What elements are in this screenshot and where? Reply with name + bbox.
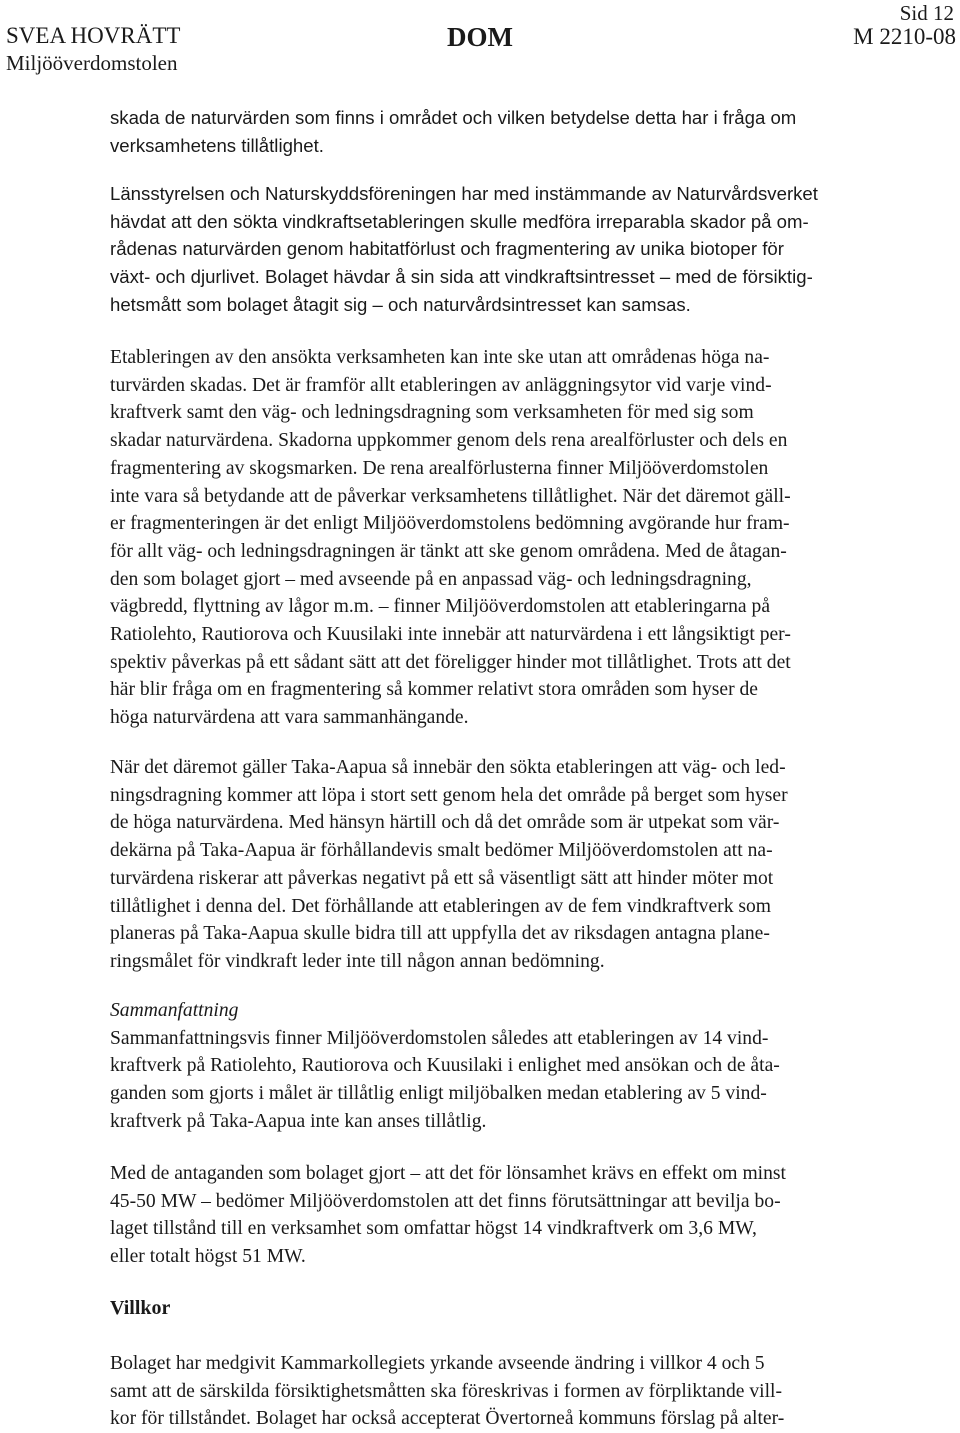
case-number: M 2210-08 xyxy=(853,24,956,49)
text-line: kor för tillståndet. Bolaget har också accepterat Övertorneå kommuns förslag på alter- xyxy=(110,1408,785,1430)
text-line: turvärdena riskerar att påverkas negativt på ett så väsentligt sätt att hinder möter mot xyxy=(110,867,774,889)
text-line: Bolaget har medgivit Kammarkollegiets yrkande avseende ändring i villkor 4 och 5 xyxy=(110,1353,765,1374)
text-line: den som bolaget gjort – med avseende på en anpassad väg- och ledningsdragning, xyxy=(110,568,752,590)
text-line: kraftverk samt den väg- och ledningsdragning som verksamheten för med sig som xyxy=(110,402,754,424)
conditions-section xyxy=(110,1295,170,1323)
text-line: inte vara så betydande att de påverkar verksamhetens tillåtlighet. När det däremot gäll- xyxy=(110,485,791,507)
paragraph-2 xyxy=(110,180,818,319)
text-line: Med de antaganden som bolaget gjort – att det för lönsamhet krävs en effekt om minst xyxy=(110,1163,786,1184)
court-division: Miljööverdomstolen xyxy=(6,51,178,75)
text-line: skada de naturvärden som finns i området och vilken betydelse detta har i fråga om xyxy=(110,107,797,128)
text-line: verksamhetens tillåtlighet. xyxy=(110,134,324,156)
paragraph-4 xyxy=(110,754,788,976)
text-line: hetsmått som bolaget åtagit sig – och naturvårdsintresset kan samsas. xyxy=(110,293,691,315)
page-header xyxy=(0,0,960,80)
page-number: Sid 12 xyxy=(899,1,954,25)
summary-heading: Sammanfattning xyxy=(110,1000,239,1021)
text-line: tillåtlighet i denna del. Det förhållande att etableringen av de fem vindkraftverk som xyxy=(110,895,772,917)
paragraph-3 xyxy=(110,344,791,732)
text-line: de höga naturvärdena. Med hänsyn härtill och då det område som är utpekat som vär- xyxy=(110,812,780,834)
paragraph-7 xyxy=(110,1350,784,1433)
text-line: 45-50 MW – bedömer Miljööverdomstolen att det finns förutsättningar att bevilja bo- xyxy=(110,1190,781,1212)
conditions-heading: Villkor xyxy=(110,1297,171,1319)
text-line: er fragmenteringen är det enligt Miljööverdomstolens bedömning avgörande hur fram- xyxy=(110,513,790,535)
text-line: fragmentering av skogsmarken. De rena arealförlusterna finner Miljööverdomstolen xyxy=(110,457,769,479)
text-line: vägbredd, flyttning av lågor m.m. – finner Miljööverdomstolen att etableringarna på xyxy=(110,596,771,618)
text-line: När det däremot gäller Taka-Aapua så innebär den sökta etableringen att väg- och led- xyxy=(110,757,786,778)
text-line: Ratiolehto, Rautiorova och Kuusilaki inte innebär att naturvärdena i ett långsiktigt per- xyxy=(110,624,791,646)
text-line: eller totalt högst 51 MW. xyxy=(110,1246,306,1268)
text-line: Etableringen av den ansökta verksamheten kan inte ske utan att områdenas höga na- xyxy=(110,347,770,368)
document-type: DOM xyxy=(447,22,513,52)
text-line: ganden som gjorts i målet är tillåtlig enligt miljöbalken medan etablering av 5 vind- xyxy=(110,1083,767,1105)
text-line: för allt väg- och ledningsdragningen är tänkt att ske genom områdena. Med de åtagan- xyxy=(110,540,787,562)
text-line: Länsstyrelsen och Naturskyddsföreningen har med instämmande av Naturvårdsverket xyxy=(110,183,818,204)
text-line: rådenas naturvärden genom habitatförlust och fragmentering av unika biotoper för xyxy=(110,238,784,260)
text-line: planeras på Taka-Aapua skulle bidra till att uppfylla det av riksdagen antagna plane- xyxy=(110,923,770,945)
text-line: kraftverk på Taka-Aapua inte kan anses tillåtlig. xyxy=(110,1110,487,1132)
paragraph-6 xyxy=(110,1160,786,1271)
text-line: ringsmålet för vindkraft leder inte till någon annan bedömning. xyxy=(110,950,605,972)
text-line: laget tillstånd till en verksamhet som omfattar högst 14 vindkraftverk om 3,6 MW, xyxy=(110,1218,757,1240)
text-line: kraftverk på Ratiolehto, Rautiorova och Kuusilaki i enlighet med ansökan och de åta- xyxy=(110,1055,780,1077)
text-line: hävdat att den sökta vindkraftsetableringen skulle medföra irreparabla skador på om- xyxy=(110,210,809,232)
text-line: samt att de särskilda försiktighetsmåtten ska föreskrivas i formen av förpliktande vill- xyxy=(110,1380,782,1402)
text-line: dekärna på Taka-Aapua är förhållandevis smalt bedömer Miljööverdomstolen att na- xyxy=(110,840,773,862)
paragraph-summary xyxy=(110,997,780,1136)
text-line: ningsdragning kommer att löpa i stort sett genom hela det område på berget som hyser xyxy=(110,784,788,806)
text-line: spektiv påverkas på ett sådant sätt att det föreligger hinder mot tillåtlighet. Trots att det xyxy=(110,651,791,673)
court-name: SVEA HOVRÄTT xyxy=(6,23,181,48)
text-line: Sammanfattningsvis finner Miljööverdomstolen således att etableringen av 14 vind- xyxy=(110,1027,769,1049)
text-line: här blir fråga om en fragmentering så kommer relativt stora områden som hyser de xyxy=(110,679,759,701)
text-line: växt- och djurlivet. Bolaget hävdar å sin sida att vindkraftsintresset – med de försiktig- xyxy=(110,266,813,288)
paragraph-1 xyxy=(110,104,796,159)
text-line: höga naturvärdena att vara sammanhängande. xyxy=(110,707,469,729)
text-line: turvärden skadas. Det är framför allt etableringen av anläggningsytor vid varje vind- xyxy=(110,374,772,396)
text-line: skadar naturvärdena. Skadorna uppkommer genom dels rena arealförluster och dels en xyxy=(110,430,788,452)
